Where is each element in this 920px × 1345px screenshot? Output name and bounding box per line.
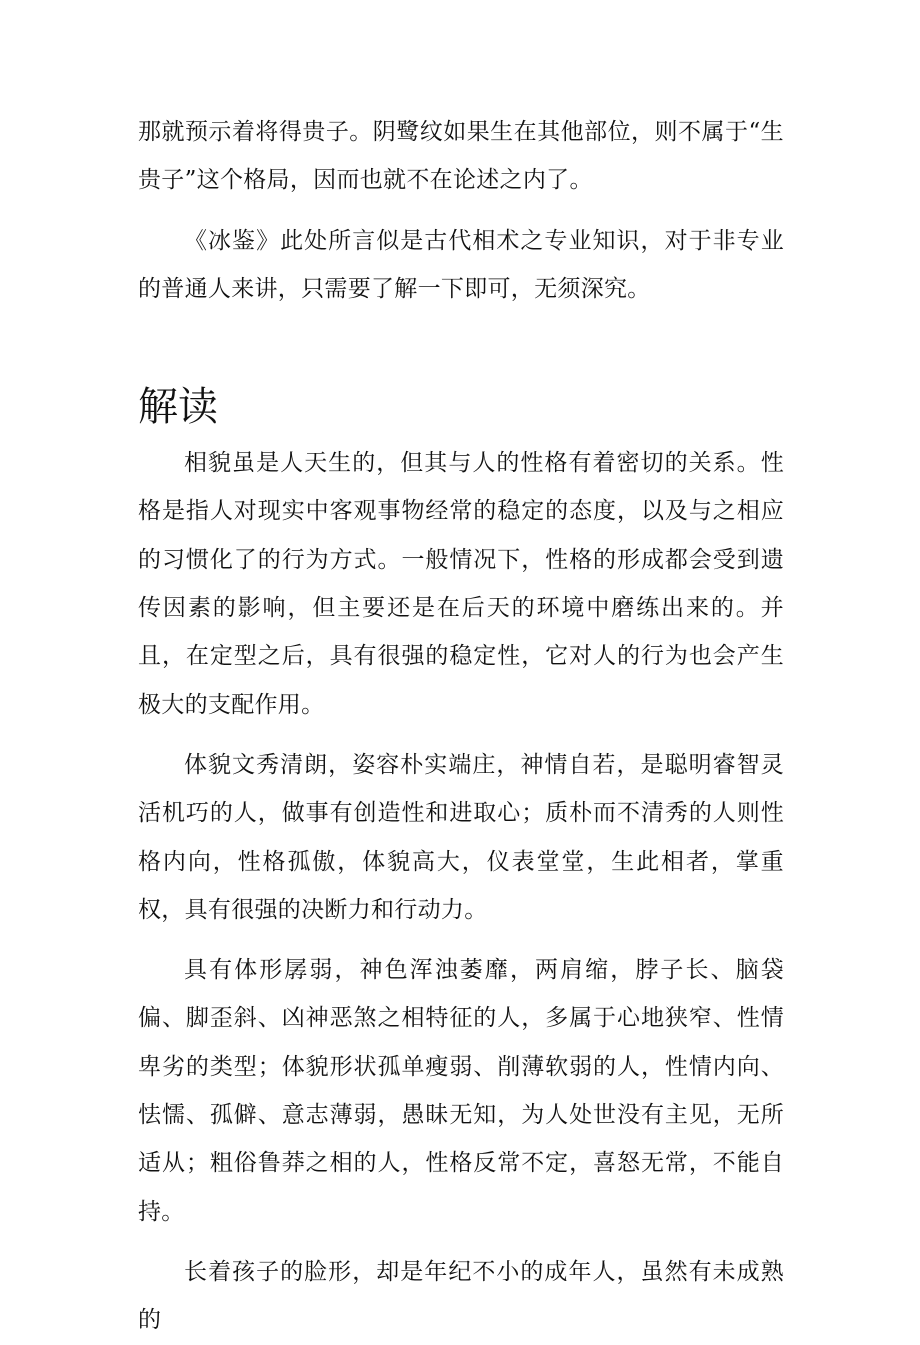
- paragraph-body-2: 体貌文秀清朗，姿容朴实端庄，神情自若，是聪明睿智灵活机巧的人，做事有创造性和进取心；质朴而不清秀的人则性格内向，性格孤傲，体貌高大，仪表堂堂，生此相者，掌重权，具有很强的决断力和行动力。: [138, 751, 784, 923]
- paragraph-bingjian-note: 《冰鉴》此处所言似是古代相术之专业知识，对于非专业的普通人来讲，只需要了解一下即可，无须深究。: [138, 227, 784, 302]
- paragraph-body-1: 相貌虽是人天生的，但其与人的性格有着密切的关系。性格是指人对现实中客观事物经常的稳定的态度，以及与之相应的习惯化了的行为方式。一般情况下，性格的形成都会受到遗传因素的影响，但主要还是在后天的环境中磨练出来的。并且，在定型之后，具有很强的稳定性，它对人的行为也会产生极大的支配作用。: [138, 450, 784, 718]
- document-page: [138, 108, 784, 1345]
- paragraph-body-3: 具有体形孱弱，神色浑浊萎靡，两肩缩，脖子长、脑袋偏、脚歪斜、凶神恶煞之相特征的人，多属于心地狭窄、性情卑劣的类型；体貌形状孤单瘦弱、削薄软弱的人，性情内向、怯懦、孤僻、意志薄弱，愚昧无知，为人处世没有主见，无所适从；粗俗鲁莽之相的人，性格反常不定，喜怒无常，不能自持。: [138, 957, 784, 1225]
- section-heading: 解读: [138, 384, 218, 431]
- paragraph-continuation: 那就预示着将得贵子。阴鹭纹如果生在其他部位，则不属于“生贵子”这个格局，因而也就不在论述之内了。: [138, 119, 784, 194]
- paragraph-body-4: 长着孩子的脸形，却是年纪不小的成年人，虽然有未成熟的: [138, 1258, 784, 1334]
